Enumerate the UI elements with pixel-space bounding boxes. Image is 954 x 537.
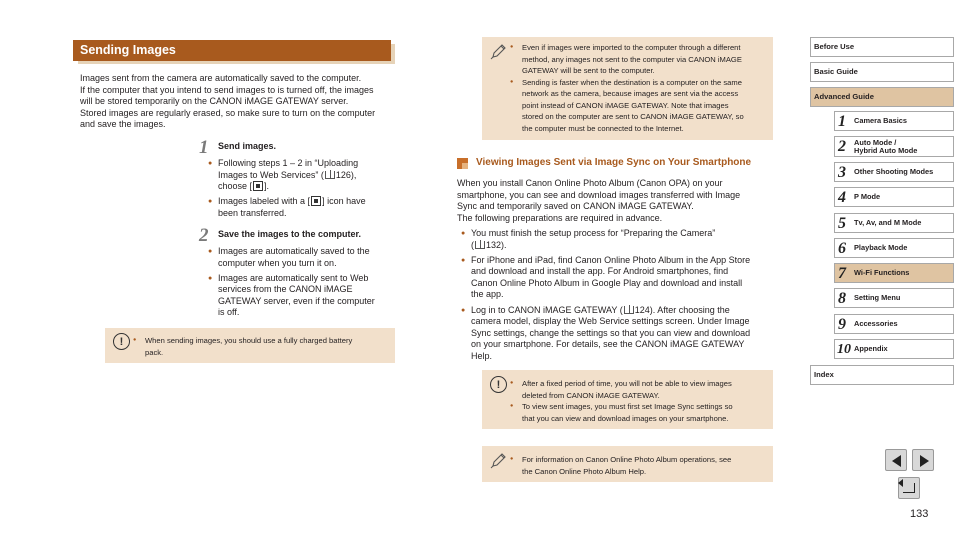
intro-line: The following preparations are required in advance. <box>457 212 663 223</box>
chapter-number: 3 <box>838 164 846 181</box>
chapter-label: P Mode <box>854 191 881 201</box>
bullet-text: Canon Online Photo Album in Google Play and download and install <box>471 277 743 288</box>
step-2-bullets <box>208 246 398 323</box>
note-line: point instead of CANON iMAGE GATEWAY. Note that images <box>522 100 729 110</box>
bullet-text <box>218 196 398 208</box>
chapter-label: Appendix <box>854 343 888 353</box>
book-icon[interactable] <box>475 241 485 249</box>
note-line: ● Sending is faster when the destination is a computer on the same <box>522 77 742 87</box>
bullet-text: Sync settings, change the settings so that you can view and download <box>471 327 751 338</box>
bullet-text: Images labeled with a [ <box>218 196 311 207</box>
list-item <box>510 77 768 135</box>
caution-icon: ! <box>113 333 130 350</box>
list-item <box>461 305 776 363</box>
bullet-text: ● Following steps 1 – 2 in “Uploading <box>218 158 359 168</box>
note-line: method, any images not sent to the computer via CANON iMAGE <box>522 54 742 64</box>
nav-chapter-6[interactable] <box>834 238 954 258</box>
chapter-number: 10 <box>837 342 851 357</box>
caution-line: that you can view and download images on your smartphone. <box>522 413 729 423</box>
note-box <box>482 37 773 140</box>
bullet-text: and download and install the app. For Android smartphones, find <box>471 266 729 277</box>
step-1-bullets <box>208 158 398 223</box>
heading-square-icon <box>457 158 468 169</box>
chapter-label-line: Auto Mode / <box>854 137 897 147</box>
note-line: network as the camera, because images are sent via the access <box>522 89 739 98</box>
chapter-number: 5 <box>838 215 846 232</box>
section-header <box>73 40 395 64</box>
return-button[interactable] <box>898 477 920 499</box>
intro-line: If the computer that you intend to send images to is turned off, the images <box>80 84 374 95</box>
bullet-text: is off. <box>218 307 240 318</box>
note-box <box>482 446 773 482</box>
chapter-label: Accessories <box>854 318 898 328</box>
chapter-number: 6 <box>838 240 846 257</box>
chapter-number: 1 <box>838 113 846 130</box>
intro-line: and save the images. <box>80 119 166 129</box>
image-sync-icon <box>311 196 321 206</box>
bullet-text: been transferred. <box>218 207 287 218</box>
page-ref[interactable]: 126), <box>335 169 357 180</box>
previous-page-button[interactable] <box>885 449 907 471</box>
list-item <box>208 158 398 193</box>
nav-chapter-3[interactable] <box>834 162 954 182</box>
bullet-text: Help. <box>471 350 493 361</box>
bullet-text: ● You must finish the setup process for “Preparing the Camera” <box>471 228 716 238</box>
chapter-label-line: Hybrid Auto Mode <box>854 146 918 155</box>
note-text <box>510 454 768 477</box>
step-number: 2 <box>199 225 209 246</box>
caution-box <box>482 370 773 429</box>
list-item <box>208 273 398 319</box>
bullet-text: choose [ <box>218 181 253 192</box>
chapter-label: Camera Basics <box>854 115 908 125</box>
bullet-text <box>218 170 398 182</box>
page-ref[interactable]: 124). After choosing the <box>634 304 730 315</box>
intro-line: Sync and temporarily saved on CANON iMAGE GATEWAY. <box>457 201 694 211</box>
caution-box <box>105 328 395 363</box>
intro-line: will be stored temporarily on the CANON iMAGE GATEWAY server. <box>80 96 349 106</box>
preparation-list <box>461 228 776 366</box>
chapter-label: Other Shooting Modes <box>854 166 934 176</box>
note-line: the computer must be connected to the Internet. <box>522 123 684 133</box>
pencil-icon <box>490 43 507 60</box>
list-item <box>208 196 398 219</box>
nav-basic-guide[interactable]: Basic Guide <box>810 62 954 82</box>
chapter-number: 4 <box>838 189 846 206</box>
intro-paragraph <box>80 73 400 131</box>
bullet-text: ]. <box>264 181 270 192</box>
bullet-text: ● For iPhone and iPad, find Canon Online Photo Album in the App Store <box>471 254 751 265</box>
bullet-text: Images to Web Services” ( <box>218 169 324 180</box>
bullet-text <box>471 305 776 317</box>
arrow-right-icon <box>920 455 929 467</box>
chapter-label: Playback Mode <box>854 242 908 252</box>
note-line: stored on the computer are sent to CANON iMAGE GATEWAY, so <box>522 112 744 121</box>
list-item <box>510 42 768 77</box>
pencil-icon <box>490 452 507 469</box>
bullet-text: on your smartphone. For details, see the CANON iMAGE GATEWAY <box>471 339 745 350</box>
step-title: Save the images to the computer. <box>218 229 362 239</box>
step-title: Send images. <box>218 141 277 151</box>
chapter-number: 8 <box>838 290 846 307</box>
nav-chapter-10[interactable] <box>834 339 954 359</box>
list-item <box>461 255 776 301</box>
note-text <box>510 42 768 134</box>
bullet-text: ( <box>471 239 474 250</box>
arrow-left-icon <box>892 455 901 467</box>
chapter-number: 7 <box>838 265 846 282</box>
book-icon[interactable] <box>624 306 634 314</box>
nav-chapter-4[interactable] <box>834 187 954 207</box>
bullet-text: ] icon have <box>322 196 366 207</box>
bullet-text: computer when you turn it on. <box>218 257 337 268</box>
list-item <box>510 378 768 401</box>
list-item <box>208 246 398 269</box>
bullet-text <box>471 240 776 252</box>
caution-text <box>510 378 768 424</box>
right-intro <box>457 178 777 224</box>
chapter-number: 9 <box>838 316 846 333</box>
nav-advanced-guide[interactable]: Advanced Guide <box>810 87 954 107</box>
section-title: Sending Images <box>73 40 391 61</box>
chapter-label: Setting Menu <box>854 292 901 302</box>
intro-line: smartphone, you can see and download images transferred with Image <box>457 189 741 200</box>
chapter-label: Wi-Fi Functions <box>854 267 910 277</box>
note-line: ● Even if images were imported to the computer through a different <box>522 43 741 52</box>
chapter-label: Tv, Av, and M Mode <box>854 217 922 227</box>
nav-chapter-7[interactable] <box>834 263 954 283</box>
bullet-text: ● Images are automatically sent to Web <box>218 272 369 283</box>
next-page-button[interactable] <box>912 449 934 471</box>
bullet-text: services from the CANON iMAGE <box>218 284 353 295</box>
subsection-title: Viewing Images Sent via Image Sync on Your Smartphone <box>476 157 752 168</box>
bullet-text: Log in to CANON iMAGE GATEWAY ( <box>471 304 623 315</box>
intro-line: When you install Canon Online Photo Album (Canon OPA) on your <box>457 178 723 188</box>
bullet-text: ● Images are automatically saved to the <box>218 246 370 256</box>
bullet-text: GATEWAY server, even if the computer <box>218 295 375 306</box>
list-item <box>510 454 768 477</box>
bullet-text: camera model, display the Web Service settings screen. Under Image <box>471 316 750 327</box>
bullet-text <box>218 181 398 193</box>
book-icon[interactable] <box>325 171 335 179</box>
nav-chapter-2[interactable] <box>834 136 954 157</box>
caution-line: ● When sending images, you should use a fully charged battery <box>145 336 353 345</box>
nav-chapter-9[interactable] <box>834 314 954 334</box>
chapter-number: 2 <box>838 138 846 155</box>
intro-line: Stored images are regularly erased, so make sure to turn on the computer <box>80 107 376 118</box>
subsection-heading <box>457 157 777 171</box>
note-line: the Canon Online Photo Album Help. <box>522 466 647 476</box>
caution-line: pack. <box>145 347 164 357</box>
nav-chapter-5[interactable] <box>834 213 954 233</box>
caution-line: ● After a fixed period of time, you will not be able to view images <box>522 379 732 388</box>
note-line: GATEWAY will be sent to the computer. <box>522 66 655 75</box>
return-arrow-icon <box>903 483 915 493</box>
list-item <box>461 228 776 251</box>
list-item <box>133 335 391 358</box>
step-number: 1 <box>199 137 209 158</box>
bullet-text: the app. <box>471 289 504 300</box>
nav-chapter-1[interactable] <box>834 111 954 131</box>
page-ref[interactable]: 132). <box>486 239 507 250</box>
caution-line: ● To view sent images, you must first set Image Sync settings so <box>522 402 733 411</box>
caution-icon: ! <box>490 376 507 393</box>
image-sync-icon <box>253 181 263 191</box>
note-line: ● For information on Canon Online Photo Album operations, see <box>522 455 732 464</box>
page-number: 133 <box>910 508 929 520</box>
intro-line: Images sent from the camera are automatically saved to the computer. <box>80 73 362 83</box>
nav-index[interactable]: Index <box>810 365 954 385</box>
nav-before-use[interactable]: Before Use <box>810 37 954 57</box>
chapter-label <box>854 137 917 157</box>
caution-line: deleted from CANON iMAGE GATEWAY. <box>522 390 660 400</box>
nav-chapter-8[interactable] <box>834 288 954 308</box>
caution-text <box>133 335 391 358</box>
list-item <box>510 401 768 424</box>
